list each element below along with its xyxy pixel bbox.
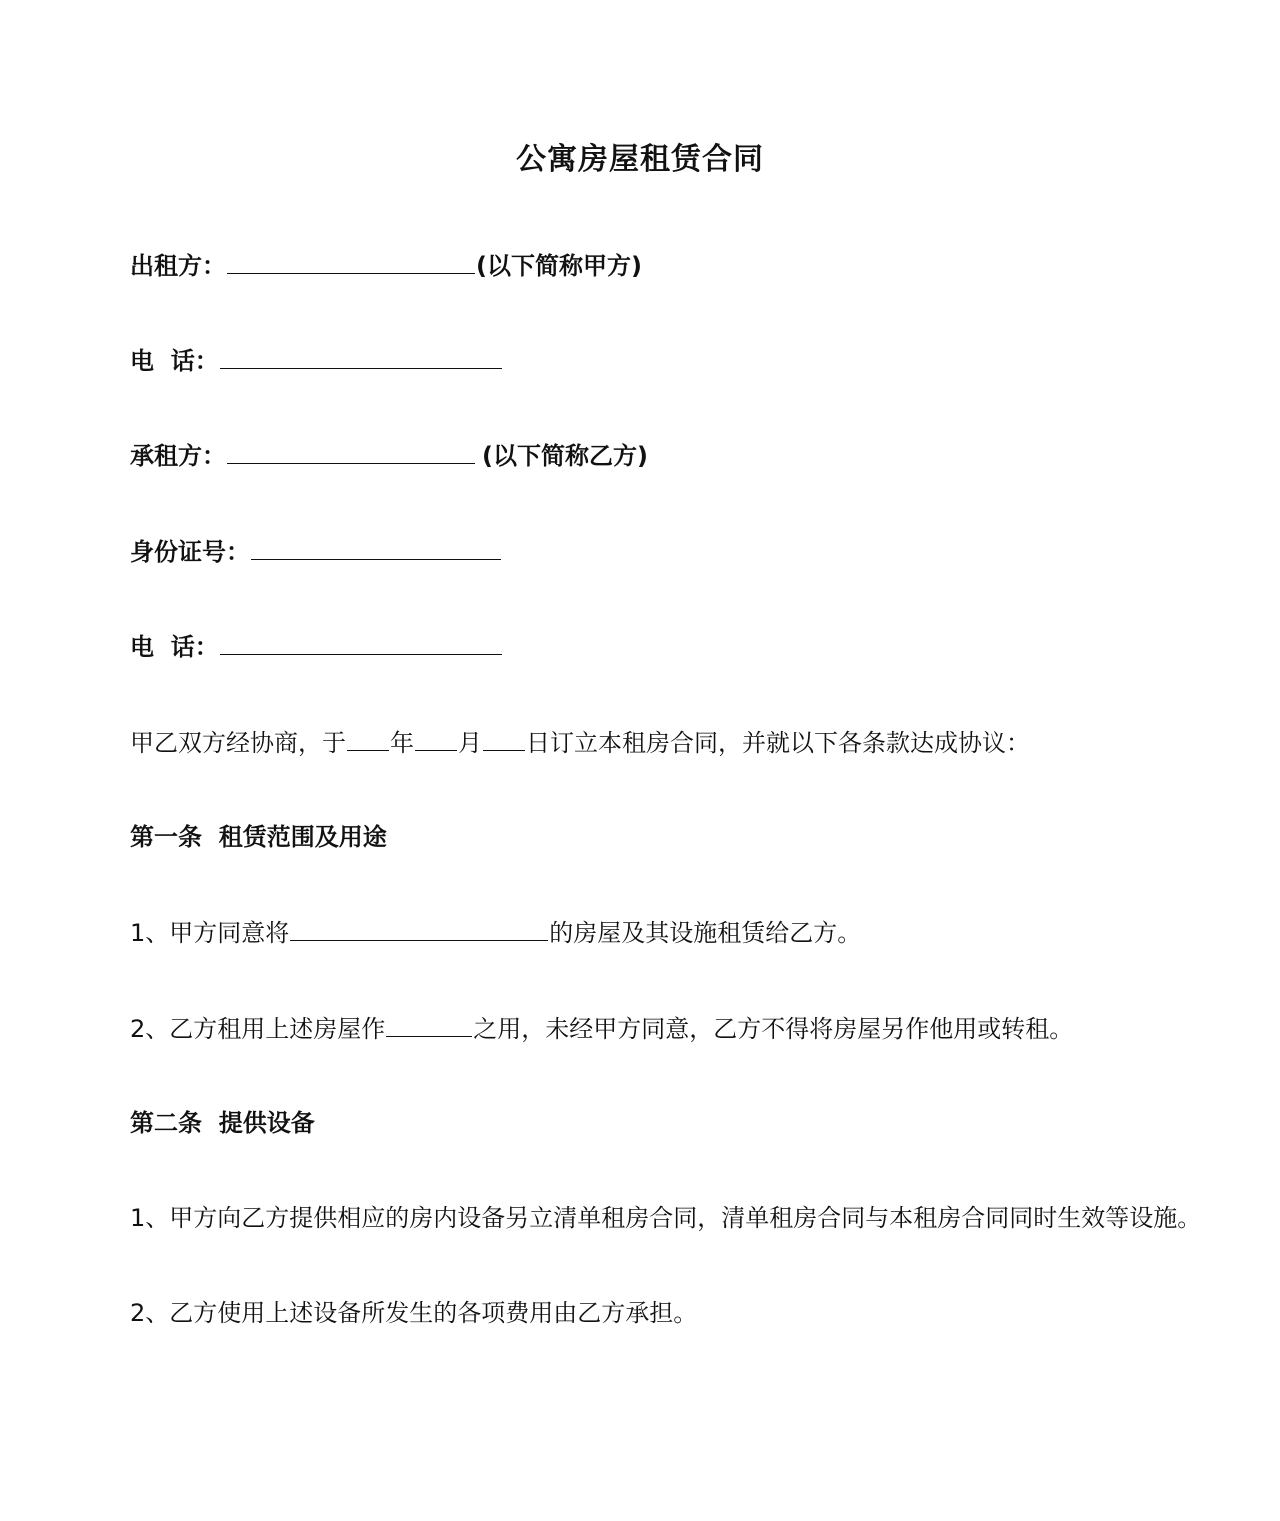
article1-item1 [130, 914, 861, 951]
month-blank[interactable] [415, 724, 457, 751]
lessor-phone-blank[interactable] [220, 342, 502, 369]
lessee-name-blank[interactable] [227, 437, 475, 464]
article1-item2 [130, 1010, 1073, 1047]
article2-item2: 2、乙方使用上述设备所发生的各项费用由乙方承担。 [130, 1299, 698, 1327]
agreement-line [130, 724, 1030, 761]
article1-item1-prefix: 1、甲方同意将 [130, 919, 290, 947]
lessor-line [130, 247, 642, 284]
article1-heading: 第一条 租赁范围及用途 [130, 823, 387, 851]
lessor-name-blank[interactable] [227, 247, 475, 274]
id-number-blank[interactable] [251, 533, 501, 560]
id-number-line [130, 533, 502, 570]
lessee-phone-line [130, 628, 503, 665]
lessor-suffix: (以下简称甲方) [476, 252, 642, 280]
page-title: 公寓房屋租赁合同 [516, 142, 764, 177]
agreement-suffix: 日订立本租房合同，并就以下各条款达成协议： [526, 729, 1030, 757]
id-number-label: 身份证号： [130, 538, 250, 566]
article2-heading: 第二条 提供设备 [130, 1109, 315, 1137]
property-address-blank[interactable] [290, 914, 548, 941]
lessee-line [130, 437, 648, 474]
article1-item2-suffix: 之用，未经甲方同意，乙方不得将房屋另作他用或转租。 [473, 1015, 1074, 1043]
article2-item1: 1、甲方向乙方提供相应的房内设备另立清单租房合同，清单租房合同与本租房合同同时生效等设施。 [130, 1204, 1202, 1232]
article1-item1-suffix: 的房屋及其设施租赁给乙方。 [549, 919, 862, 947]
lessee-label: 承租方： [130, 442, 226, 470]
article1-item2-prefix: 2、乙方租用上述房屋作 [130, 1015, 386, 1043]
lessee-phone-blank[interactable] [220, 628, 502, 655]
lessee-phone-label: 电 话： [130, 633, 219, 661]
lessor-label: 出租方： [130, 252, 226, 280]
usage-blank[interactable] [386, 1010, 472, 1037]
lessor-phone-line [130, 342, 503, 379]
agreement-prefix: 甲乙双方经协商，于 [130, 729, 346, 757]
month-label: 月 [458, 729, 482, 757]
year-blank[interactable] [347, 724, 389, 751]
day-blank[interactable] [483, 724, 525, 751]
lessor-phone-label: 电 话： [130, 347, 219, 375]
year-label: 年 [390, 729, 414, 757]
lessee-suffix: (以下简称乙方) [482, 442, 648, 470]
